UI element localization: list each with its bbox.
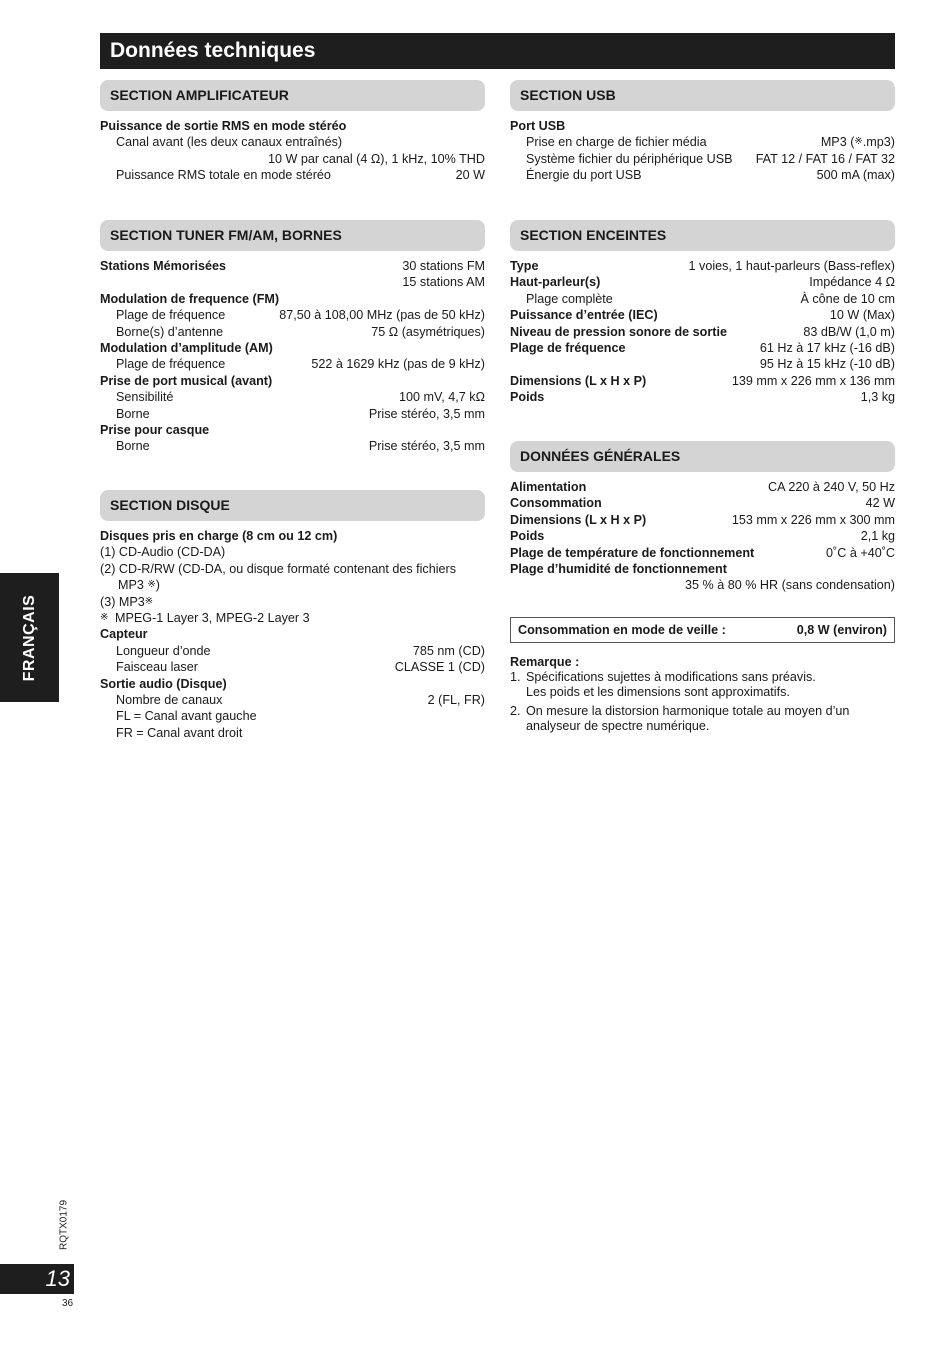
speaker-spl-label: Niveau de pression sonore de sortie: [510, 324, 727, 339]
laser-value: CLASSE 1 (CD): [394, 660, 485, 675]
usb-energy-value: 500 mA (max): [816, 168, 895, 183]
disc-item-2-cont: [100, 577, 485, 593]
speaker-spl-row: [510, 324, 895, 340]
speaker-type-value: 1 voies, 1 haut-parleurs (Bass-reflex): [688, 259, 895, 273]
usb-fs-label: Système fichier du périphérique USB: [526, 151, 733, 166]
channels-row: [100, 692, 485, 708]
general-heading: DONNÉES GÉNÉRALES: [510, 441, 895, 472]
speaker-freq-row: [510, 340, 895, 356]
general-temp-value: 0˚C à +40˚C: [826, 545, 895, 560]
disc-note: [100, 610, 485, 626]
remarks-heading: Remarque :: [510, 655, 580, 669]
standby-box: [510, 617, 895, 643]
music-borne-row: [100, 406, 485, 422]
general-humidity-value: 35 % à 80 % HR (sans condensation): [684, 578, 895, 593]
speaker-power-value: 10 W (Max): [829, 308, 895, 323]
sensor-label: Capteur: [100, 627, 148, 642]
usb-fs-row: [510, 151, 895, 167]
speaker-freq-value2: 95 Hz à 15 kHz (-10 dB): [759, 357, 895, 372]
general-consumption-row: [510, 495, 895, 511]
total-rms-row: [100, 167, 485, 183]
am-range-value: 522 à 1629 kHz (pas de 9 kHz): [311, 357, 485, 372]
channels-value: 2 (FL, FR): [427, 692, 485, 707]
am-range-row: [100, 356, 485, 372]
fm-range-row: [100, 307, 485, 323]
note-mark-icon: ※: [144, 595, 154, 607]
general-dim-label: Dimensions (L x H x P): [510, 512, 647, 527]
speaker-hp-value: Impédance 4 Ω: [809, 275, 895, 290]
headphones-borne-value: Prise stéréo, 3,5 mm: [368, 439, 485, 454]
note-mark-icon: ※: [100, 611, 109, 623]
remark-item: [510, 704, 895, 734]
remark-item: [510, 670, 895, 700]
stations-fm: 30 stations FM: [402, 259, 485, 273]
general-humidity-label: Plage d’humidité de fonctionnement: [510, 561, 727, 576]
headphones-borne-row: [100, 438, 485, 454]
general-temp-row: [510, 545, 895, 561]
standby-value: 0,8 W (environ): [796, 623, 887, 637]
speaker-type-row: [510, 258, 895, 274]
front-channel-label: Canal avant (les deux canaux entraînés): [116, 135, 343, 150]
speaker-freq-label: Plage de fréquence: [510, 340, 626, 355]
usb-media-value: [821, 134, 895, 150]
remarks: [510, 655, 895, 734]
front-channel-value: 10 W par canal (4 Ω), 1 kHz, 10% THD: [267, 151, 485, 166]
stations-row: [100, 258, 485, 274]
audio-out-label: Sortie audio (Disque): [100, 676, 227, 691]
speaker-spl-value: 83 dB/W (1,0 m): [803, 324, 895, 339]
laser-label: Faisceau laser: [116, 660, 198, 675]
headphones-borne-label: Borne: [116, 439, 150, 454]
disc-item-2: (2) CD-R/RW (CD-DA, ou disque formaté contenant des fichiers: [100, 561, 457, 576]
speaker-dim-label: Dimensions (L x H x P): [510, 373, 647, 388]
speakers-section: [510, 220, 895, 406]
note-mark-icon: ※: [147, 579, 156, 591]
general-weight-value: 2,1 kg: [860, 529, 895, 544]
usb-fs-value: FAT 12 / FAT 16 / FAT 32: [755, 151, 895, 166]
speaker-freq-value1: 61 Hz à 17 kHz (-16 dB): [759, 340, 895, 355]
usb-energy-label: Énergie du port USB: [526, 168, 642, 183]
stations-am: 15 stations AM: [402, 275, 485, 290]
speaker-full-value: À cône de 10 cm: [800, 291, 895, 306]
laser-row: [100, 659, 485, 675]
speaker-hp-label: Haut-parleur(s): [510, 275, 601, 290]
general-weight-row: [510, 528, 895, 544]
rms-label: Puissance de sortie RMS en mode stéréo: [100, 119, 347, 133]
speaker-weight-value: 1,3 kg: [860, 390, 895, 405]
disc-item-2-cont-pre: MP3: [118, 578, 148, 593]
general-weight-label: Poids: [510, 529, 545, 544]
general-power-label: Alimentation: [510, 480, 587, 494]
speaker-hp-row: [510, 274, 895, 290]
language-tab-label: FRANÇAIS: [20, 594, 38, 681]
speaker-power-row: [510, 307, 895, 323]
usb-media-row: [510, 134, 895, 150]
wavelength-row: [100, 643, 485, 659]
speaker-dim-value: 139 mm x 226 mm x 136 mm: [731, 373, 895, 388]
remark-line: On mesure la distorsion harmonique totale au moyen d’un: [526, 704, 850, 718]
fm-label: Modulation de frequence (FM): [100, 291, 280, 306]
standby-label: Consommation en mode de veille :: [518, 623, 726, 637]
speakers-heading: SECTION ENCEINTES: [510, 220, 895, 251]
sensitivity-label: Sensibilité: [116, 390, 174, 405]
headphones-label: Prise pour casque: [100, 422, 210, 437]
usb-port-label: Port USB: [510, 119, 566, 133]
general-consumption-value: 42 W: [865, 496, 895, 511]
antenna-row: [100, 324, 485, 340]
disc-item-2-cont-post: ): [155, 578, 160, 593]
speaker-weight-label: Poids: [510, 390, 545, 405]
speaker-power-label: Puissance d’entrée (IEC): [510, 308, 658, 323]
sensitivity-value: 100 mV, 4,7 kΩ: [399, 390, 485, 405]
tuner-section: [100, 220, 485, 455]
usb-energy-row: [510, 167, 895, 183]
fm-range-label: Plage de fréquence: [116, 308, 226, 323]
usb-media-value-post: .mp3): [862, 135, 895, 150]
disc-item-3-text: (3) MP3: [100, 594, 145, 609]
general-consumption-label: Consommation: [510, 496, 602, 511]
remark-text: [526, 704, 849, 734]
stations-label: Stations Mémorisées: [100, 259, 226, 273]
antenna-value: 75 Ω (asymétriques): [371, 324, 485, 339]
amplifier-section: [100, 80, 485, 184]
disc-item-3: [100, 594, 485, 610]
remark-text: [526, 670, 816, 700]
speaker-type-label: Type: [510, 259, 539, 273]
general-section: [510, 441, 895, 594]
speaker-weight-row: [510, 389, 895, 405]
page-number: 13: [0, 1264, 74, 1294]
tuner-heading: SECTION TUNER FM/AM, BORNES: [100, 220, 485, 251]
am-range-label: Plage de fréquence: [116, 357, 226, 372]
general-power-row: [510, 479, 895, 495]
disc-item-1: (1) CD-Audio (CD-DA): [100, 545, 226, 560]
document-code: RQTX0179: [58, 1199, 70, 1251]
fl-text: FL = Canal avant gauche: [116, 709, 257, 724]
fr-text: FR = Canal avant droit: [116, 725, 243, 740]
music-borne-value: Prise stéréo, 3,5 mm: [368, 406, 485, 421]
general-power-value: CA 220 à 240 V, 50 Hz: [768, 480, 895, 494]
wavelength-value: 785 nm (CD): [412, 643, 485, 658]
disc-supported-label: Disques pris en charge (8 cm ou 12 cm): [100, 529, 338, 543]
page-number-small: 36: [62, 1298, 74, 1309]
music-borne-label: Borne: [116, 406, 150, 421]
usb-section: [510, 80, 895, 184]
page-title: Données techniques: [100, 33, 895, 69]
usb-heading: SECTION USB: [510, 80, 895, 111]
channels-label: Nombre de canaux: [116, 692, 223, 707]
usb-media-label: Prise en charge de fichier média: [526, 135, 707, 150]
general-dim-value: 153 mm x 226 mm x 300 mm: [731, 512, 895, 527]
disc-heading: SECTION DISQUE: [100, 490, 485, 521]
disc-section: [100, 490, 485, 741]
standby-row: [510, 617, 895, 643]
antenna-label: Borne(s) d’antenne: [116, 324, 224, 339]
usb-media-value-pre: MP3 (: [820, 135, 855, 150]
general-dim-row: [510, 512, 895, 528]
speaker-dim-row: [510, 373, 895, 389]
language-tab: [0, 573, 59, 702]
wavelength-label: Longueur d’onde: [116, 643, 211, 658]
speaker-full-row: [510, 291, 895, 307]
remark-number: 1.: [510, 670, 521, 684]
remark-line: analyseur de spectre numérique.: [526, 719, 710, 733]
amplifier-heading: SECTION AMPLIFICATEUR: [100, 80, 485, 111]
note-mark-icon: ※: [854, 136, 863, 148]
am-label: Modulation d’amplitude (AM): [100, 340, 273, 355]
fm-range-value: 87,50 à 108,00 MHz (pas de 50 kHz): [279, 308, 485, 323]
remark-number: 2.: [510, 704, 521, 718]
general-temp-label: Plage de température de fonctionnement: [510, 545, 755, 560]
music-port-label: Prise de port musical (avant): [100, 373, 273, 388]
speaker-full-label: Plage complète: [526, 291, 613, 306]
sensitivity-row: [100, 389, 485, 405]
total-rms-label: Puissance RMS totale en mode stéréo: [116, 168, 331, 183]
total-rms-value: 20 W: [455, 168, 485, 183]
disc-note-text: MPEG-1 Layer 3, MPEG-2 Layer 3: [115, 610, 310, 625]
remark-line: Spécifications sujettes à modifications sans préavis.: [526, 670, 816, 684]
remark-line: Les poids et les dimensions sont approximatifs.: [526, 685, 790, 699]
